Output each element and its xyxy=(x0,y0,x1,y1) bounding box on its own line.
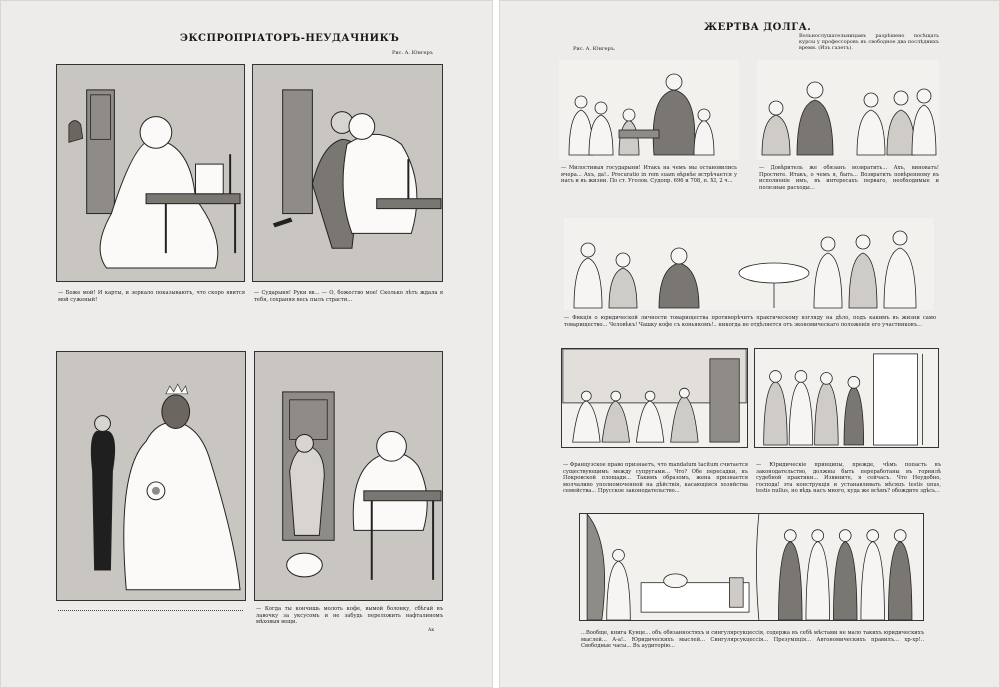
epigraph: Вольнослушательницамъ разрѣшено посѣщать курсы у профессоровъ въ свободное два послѣднихъ время. (Изъ газетъ). xyxy=(799,33,939,51)
illustration-professor-in-bed xyxy=(580,514,923,620)
comic-panel-2 xyxy=(252,64,443,282)
caption-panel-4: — Когда ты кончишь молоть кофе, вымой болонку, сбѣгай въ лавочку за уксусомъ и не забудь переложить нафталиномъ мѣховыя вещи. xyxy=(256,606,443,626)
illustration-husband-grinding-coffee xyxy=(255,352,442,600)
illustration-robber-and-bride xyxy=(253,65,442,281)
comic-panel-lecture-1 xyxy=(559,60,739,160)
caption-lecture-1: — Милостивыя государыни! Итакъ на чемъ мы остановились вчера... Ахъ, да!.. Procuratio in rem suam вѣрнѣе встрѣчается у насъ и въ жизни. По ст. Уголов. Судопр. 696 и 708, п. XI, 2 ч... xyxy=(561,165,737,185)
illustration-street-crowd xyxy=(562,349,747,447)
right-page-credit: Рис. А. Юнгеръ. xyxy=(573,46,616,52)
comic-panel-bedroom xyxy=(579,513,924,621)
comic-panel-street xyxy=(561,348,748,448)
caption-panel-1: — Боже мой! И карты, и зеркало показываютъ, что скоро явится мой суженый! xyxy=(58,290,245,303)
caption-door: — Юридическіе принципы, прежде, чѣмъ попасть въ законодательство, должны быть переработаны въ горнилѣ судебной практики... Извините, я сейчасъ. Что Неудобно, господа! эта конструкція и устанавливать мѣсяцъ testis unus, testis nullus, но вѣдь насъ много, куда же всѣмъ? обождите здѣсь... xyxy=(756,462,941,495)
caption-cafe: — Фикція о юридической личности товарищества противорѣчитъ практическому взгляду на дѣло, подъ какимъ въ жизни само товарищество... Человѣкъ! Чашку кофе съ коньякомъ!.. никогда не отдѣляется отъ экономическаго положенія его участниковъ... xyxy=(564,315,936,328)
divider-dotted xyxy=(58,610,243,611)
left-page xyxy=(0,0,493,688)
illustration-bride-at-table xyxy=(57,65,244,281)
illustration-professor-with-students xyxy=(757,60,939,160)
comic-panel-3 xyxy=(56,351,246,601)
caption-panel-2: — Сударыня! Руки вв... — О, божество мое! Сколько лѣтъ ждала я тебя, сохраняя весь пылъ страсти... xyxy=(254,290,443,303)
footnote-mark: Ак xyxy=(428,628,435,633)
comic-panel-cafe xyxy=(564,218,934,310)
comic-panel-lecture-2 xyxy=(757,60,939,160)
comic-panel-door xyxy=(754,348,939,448)
comic-panel-4 xyxy=(254,351,443,601)
comic-panel-1 xyxy=(56,64,245,282)
illustration-cafe-lecture xyxy=(564,218,934,310)
right-page-title: ЖЕРТВА ДОЛГА. xyxy=(704,22,812,33)
left-page-credit: Рис. А. Юнгеръ xyxy=(392,50,433,56)
right-page xyxy=(499,0,1000,688)
left-page-title: ЭКСПРОПРІАТОРЪ-НЕУДАЧНИКЪ xyxy=(180,33,400,44)
caption-bedroom: ...Вообще, книга Кунце... объ обязанностяхъ и сингулярсукцессія, содержа въ себѣ мѣстами не мало такихъ юридическихъ мыслей... А-а!.. Юридическихъ мыслей... Сингулярсукцессія... Презумпція... Автономическихъ правилъ... хр-хр!.. Свободные часы... Въ аудиторію... xyxy=(581,630,924,650)
caption-street: — Французское право признаетъ, что mandatum tacitum считается существующимъ между супругами... Что? Обе пересадки, къ Покровской площади... Такимъ образомъ, жена признается молчаливо уполномоченной на дѣйствія, касающіяся хозяйства семейства... Прусское законодательство... xyxy=(563,462,748,495)
illustration-students-at-door xyxy=(755,349,938,447)
caption-lecture-2: — Довѣритель же обязанъ возвратить... Ахъ, виноватъ! Простите. Итакъ, о чемъ я, быть... Возвратить повѣренному въ исполненіе имъ, въ интересахъ перваго, необходимые и полезные расходы... xyxy=(759,165,939,191)
illustration-wedding xyxy=(57,352,245,600)
illustration-professor-lecturing xyxy=(559,60,739,160)
